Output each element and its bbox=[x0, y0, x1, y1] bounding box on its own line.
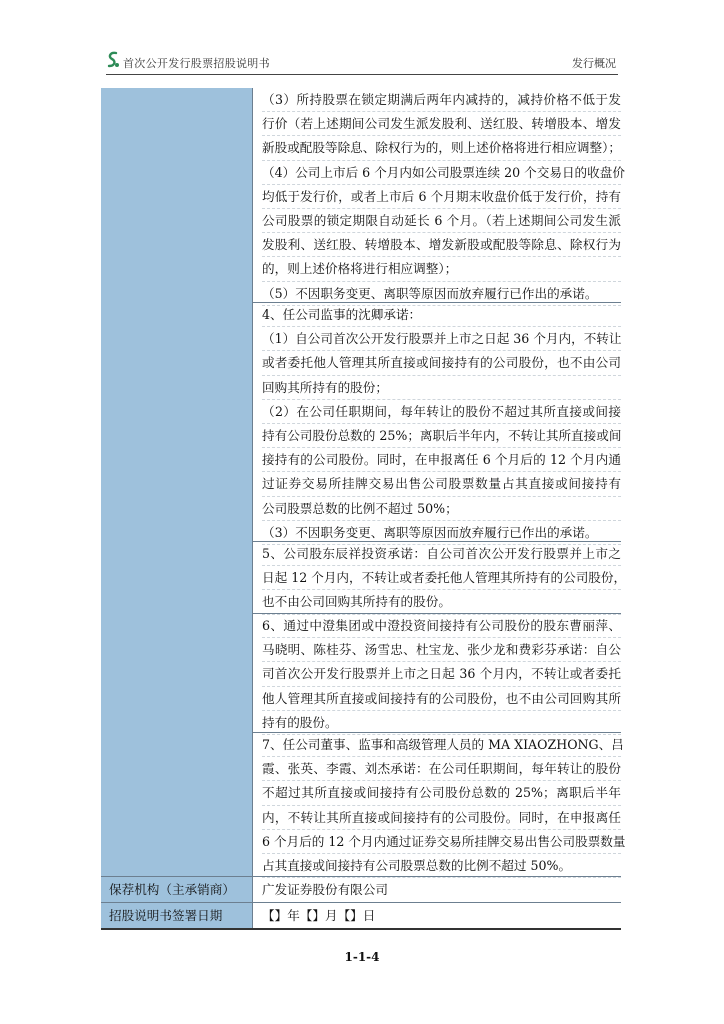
text-line: （4）公司上市后 6 个月内如公司股票连续 20 个交易日的收盘价 bbox=[262, 161, 621, 185]
text-line: 马晓明、陈桂芬、汤雪忠、杜宝龙、张少龙和费彩芬承诺：自公 bbox=[262, 638, 621, 662]
text-line: 均低于发行价，或者上市后 6 个月期末收盘价低于发行价，持有 bbox=[262, 185, 621, 209]
text-line: 7、任公司董事、监事和高级管理人员的 MA XIAOZHONG、吕 bbox=[262, 733, 621, 757]
text-line: 5、公司股东辰祥投资承诺：自公司首次公开发行股票并上市之 bbox=[262, 542, 621, 566]
text-line: 日起 12 个月内，不转让或者委托他人管理其所持有的公司股份， bbox=[262, 566, 621, 590]
text-line: 或者委托他人管理其所直接或间接持有的公司股份，也不由公司 bbox=[262, 351, 621, 375]
sponsor-label: 保荐机构（主承销商） bbox=[101, 877, 252, 903]
text-line: 发股利、送红股、转增股本、增发新股或配股等除息、除权行为 bbox=[262, 233, 621, 257]
table-bottom-border bbox=[101, 928, 621, 930]
text-line: 司首次公开发行股票并上市之日起 36 个月内，不转让或者委托 bbox=[262, 662, 621, 686]
text-line: 过证券交易所挂牌交易出售公司股票数量占其直接或间接持有 bbox=[262, 472, 621, 496]
text-line: 不超过其所直接或间接持有公司股份总数的 25%；离职后半年 bbox=[262, 781, 621, 805]
page-number: 1-1-4 bbox=[344, 950, 380, 964]
company-logo-icon bbox=[106, 51, 120, 69]
text-line: 也不由公司回购其所持有的股份。 bbox=[262, 590, 621, 614]
sponsor-value: 广发证券股份有限公司 bbox=[262, 882, 388, 897]
text-line: 持有的股份。 bbox=[262, 711, 621, 735]
director-commitment-block bbox=[253, 733, 626, 878]
text-line: （2）在公司任职期间，每年转让的股份不超过其所直接或间接 bbox=[262, 400, 621, 424]
text-line: 公司股票的锁定期限自动延长 6 个月。（若上述期间公司发生派 bbox=[262, 209, 621, 233]
text-line: （3）不因职务变更、离职等原因而放弃履行已作出的承诺。 bbox=[262, 521, 621, 545]
text-line: 6 个月后的 12 个月内通过证券交易所挂牌交易出售公司股票数量 bbox=[262, 830, 621, 854]
left-label-cell bbox=[101, 88, 252, 876]
text-line: 行价（若上述期间公司发生派发股利、送红股、转增股本、增发 bbox=[262, 112, 621, 136]
text-line: 新股或配股等除息、除权行为的，则上述价格将进行相应调整）； bbox=[262, 136, 621, 160]
text-line: （5）不因职务变更、离职等原因而放弃履行已作出的承诺。 bbox=[262, 282, 621, 306]
text-line: 占其直接或间接持有公司股票总数的比例不超过 50%。 bbox=[262, 854, 621, 878]
text-line: 公司股票总数的比例不超过 50%； bbox=[262, 497, 621, 521]
shareholder-commitment-block bbox=[253, 542, 627, 615]
document-title: 首次公开发行股票招股说明书 bbox=[123, 57, 270, 70]
sponsor-row bbox=[101, 876, 621, 903]
text-line: 接持有的公司股份。同时，在申报离任 6 个月后的 12 个月内通 bbox=[262, 448, 621, 472]
text-line: 持有公司股份总数的 25%；离职后半年内，不转让其所直接或间 bbox=[262, 424, 621, 448]
indirect-holder-commitment-block bbox=[253, 614, 621, 735]
supervisor-commitment-block bbox=[253, 303, 621, 545]
text-line: 内，不转让其所直接或间接持有的公司股份。同时，在申报离任 bbox=[262, 806, 621, 830]
text-line: 霞、张英、李霞、刘杰承诺：在公司任职期间，每年转让的股份 bbox=[262, 757, 621, 781]
text-line: 他人管理其所直接或间接持有的公司股份，也不由公司回购其所 bbox=[262, 687, 621, 711]
signing-date-label: 招股说明书签署日期 bbox=[101, 903, 252, 929]
text-line: （1）自公司首次公开发行股票并上市之日起 36 个月内，不转让 bbox=[262, 327, 621, 351]
text-line: 6、通过中澄集团或中澄投资间接持有公司股份的股东曹丽萍、 bbox=[262, 614, 621, 638]
signing-date-row bbox=[101, 902, 621, 929]
text-line: 4、任公司监事的沈卿承诺： bbox=[262, 303, 621, 327]
page-header bbox=[106, 48, 618, 75]
signing-date-value: 【】年【】月【】日 bbox=[262, 908, 376, 923]
commitment-block-3-5 bbox=[253, 88, 625, 306]
text-line: （3）所持股票在锁定期满后两年内减持的，减持价格不低于发 bbox=[262, 88, 621, 112]
text-line: 回购其所持有的股份； bbox=[262, 376, 621, 400]
text-line: 的，则上述价格将进行相应调整）； bbox=[262, 257, 621, 281]
section-title: 发行概况 bbox=[572, 57, 616, 70]
